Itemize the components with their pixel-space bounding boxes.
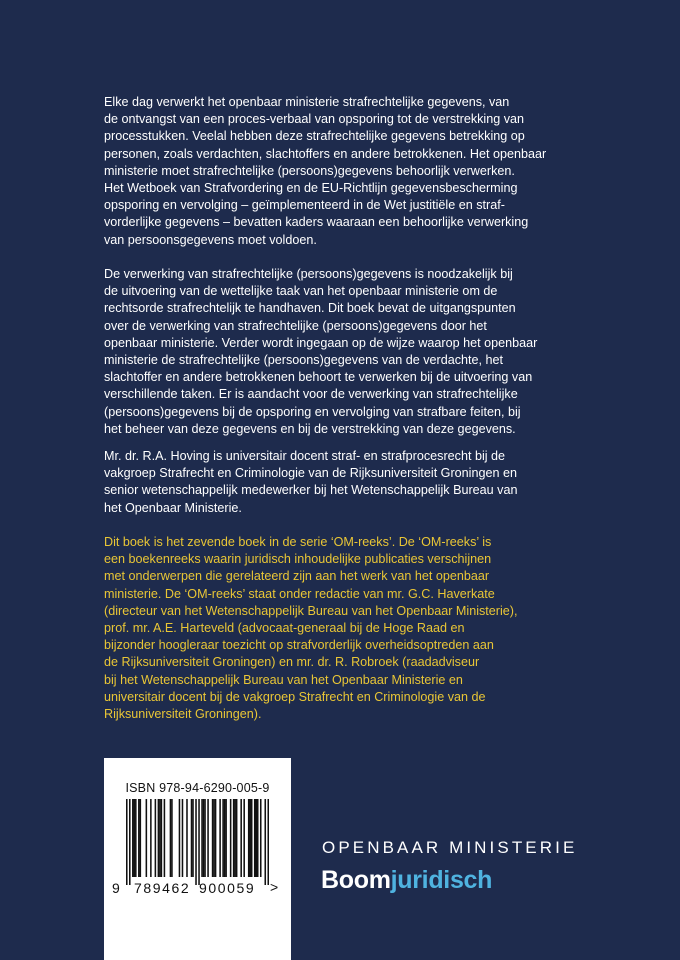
barcode-icon: [126, 799, 269, 885]
blurb-paragraph-2: [104, 266, 624, 438]
barcode-bar: [182, 799, 184, 877]
barcode-bar: [138, 799, 140, 877]
barcode-bar: [203, 799, 205, 877]
series-info-paragraph: [104, 534, 624, 723]
boom-juridisch-logo: [321, 866, 492, 895]
text-line: De verwerking van strafrechtelijke (persoons)gegevens is noodzakelijk bij: [104, 267, 513, 281]
barcode-bar: [129, 799, 131, 885]
text-line: openbaar ministerie. Verder wordt ingegaan op de wijze waarop het openbaar: [104, 335, 538, 350]
barcode-first-digit: 9: [112, 880, 120, 896]
text-line: verschillende taken. Er is aandacht voor de verwerking van strafrechtelijke: [104, 387, 518, 402]
text-line: bij het Wetenschappelijk Bureau van het Openbaar Ministerie en: [104, 672, 463, 687]
barcode-bar: [233, 799, 235, 877]
barcode-bar: [179, 799, 181, 877]
barcode-bar: [260, 799, 262, 877]
barcode-right-digits: 900059: [199, 880, 256, 896]
barcode-bar: [264, 799, 266, 885]
barcode-bar: [222, 799, 224, 877]
barcode-bar: [155, 799, 157, 877]
text-line: Dit boek is het zevende boek in de serie ‘OM-reeks’. De ‘OM-reeks’ is: [104, 535, 492, 549]
barcode-bar: [219, 799, 221, 877]
text-line: het Openbaar Ministerie.: [104, 500, 242, 515]
isbn-label: ISBN 978-94-6290-005-9: [125, 781, 270, 795]
barcode-bar: [251, 799, 253, 877]
barcode-bar: [243, 799, 245, 877]
barcode-bar: [201, 799, 203, 877]
barcode-bar: [159, 799, 161, 877]
barcode-bar: [254, 799, 256, 877]
text-line: (directeur van het Wetenschappelijk Bureau van het Openbaar Ministerie),: [104, 603, 518, 618]
barcode-bar: [215, 799, 217, 877]
text-line: ministerie. De ‘OM-reeks’ staat onder redactie van mr. G.C. Haverkate: [104, 586, 495, 601]
text-line: de Rijksuniversiteit Groningen) en mr. dr. R. Robroek (raadadviseur: [104, 655, 480, 670]
text-line: ministerie de strafrechtelijke (persoons)gegevens van de verdachte, het: [104, 352, 504, 367]
text-line: (persoons)gegevens bij de opsporing en vervolging van strafbare feiten, bij: [104, 404, 521, 419]
text-line: rechtsorde strafrechtelijk te handhaven. Dit boek bevat de uitgangspunten: [104, 301, 516, 316]
barcode-bar: [225, 799, 227, 877]
barcode-bar: [195, 799, 197, 885]
barcode-bar: [134, 799, 136, 877]
barcode-bar: [171, 799, 173, 877]
barcode-bar: [140, 799, 142, 877]
barcode-bar: [224, 799, 226, 877]
barcode-bar: [255, 799, 257, 877]
text-line: processtukken. Veelal hebben deze strafrechtelijke gegevens betrekking op: [104, 129, 525, 144]
text-line: met onderwerpen die gerelateerd zijn aan het werk van het openbaar: [104, 569, 490, 584]
barcode-bar: [240, 799, 242, 877]
barcode-bar: [248, 799, 250, 877]
barcode-bar: [146, 799, 148, 877]
barcode-left-digits: 789462: [134, 880, 191, 896]
juridisch-logo-text: juridisch: [390, 866, 493, 894]
text-line: senior wetenschappelijk medewerker bij het Wetenschappelijk Bureau van: [104, 483, 518, 498]
barcode-bar: [204, 799, 206, 877]
barcode-bar: [267, 799, 269, 885]
barcode-bar: [164, 799, 166, 877]
barcode-quiet-zone-mark: >: [270, 879, 279, 895]
blurb-paragraph-1: [104, 94, 624, 249]
author-bio-paragraph: [104, 448, 624, 517]
text-line: Het Wetboek van Strafvordering en de EU-Richtlijn gegevensbescherming: [104, 180, 518, 195]
barcode-bar: [198, 799, 200, 885]
text-line: vakgroep Strafrecht en Criminologie van de Rijksuniversiteit Groningen en: [104, 466, 518, 481]
text-line: het beheer van deze gegevens en bij de verstrekking van deze gegevens.: [104, 421, 516, 436]
text-line: vorderlijke gegevens – bevatten kaders waaraan een behoorlijke verwerking: [104, 215, 529, 230]
barcode-bar: [234, 799, 236, 877]
text-line: prof. mr. A.E. Harteveld (advocaat-generaal bij de Hoge Raad en: [104, 620, 465, 635]
barcode-bar: [186, 799, 188, 877]
barcode-bar: [230, 799, 232, 877]
barcode-bar: [257, 799, 259, 877]
barcode-bar: [236, 799, 238, 877]
barcode-bar: [161, 799, 163, 877]
barcode-bar: [212, 799, 214, 877]
boom-logo-text: Boom: [321, 866, 391, 894]
text-line: personen, zoals verdachten, slachtoffers en andere betrokkenen. Het openbaar: [104, 146, 547, 161]
barcode-bar: [207, 799, 209, 877]
text-line: een boekenreeks waarin juridisch inhoudelijke publicaties verschijnen: [104, 552, 492, 567]
text-line: ministerie moet strafrechtelijke (persoons)gegevens behoorlijk verwerken.: [104, 163, 515, 178]
text-line: de uitvoering van de wettelijke taak van het openbaar ministerie om de: [104, 284, 498, 299]
barcode-bar: [126, 799, 128, 885]
barcode-bar: [132, 799, 134, 877]
barcode-bar: [249, 799, 251, 877]
text-line: bijzonder hoogleraar toezicht op strafvorderlijk overheidsoptreden aan: [104, 638, 494, 653]
text-line: Mr. dr. R.A. Hoving is universitair docent straf- en strafprocesrecht bij de: [104, 449, 506, 463]
isbn-barcode-box: [104, 758, 291, 960]
barcode-bar: [191, 799, 193, 877]
barcode-bar: [158, 799, 160, 877]
barcode-bar: [192, 799, 194, 877]
text-line: slachtoffer en andere betrokkenen behoort te verwerken bij de uitvoering van: [104, 370, 533, 385]
text-line: opsporing en vervolging – geïmplementeerd in de Wet justitiële en straf-: [104, 198, 505, 213]
text-line: van persoonsgegevens moet voldoen.: [104, 232, 317, 247]
text-line: de ontvangst van een proces-verbaal van opsporing tot de verstrekking van: [104, 112, 525, 127]
text-line: universitair docent bij de vakgroep Strafrecht en Criminologie van de: [104, 689, 486, 704]
text-line: over de verwerking van strafrechtelijke (persoons)gegevens door het: [104, 318, 487, 333]
barcode-bar: [135, 799, 137, 877]
text-line: Rijksuniversiteit Groningen).: [104, 706, 262, 721]
barcode-bar: [170, 799, 172, 877]
openbaar-ministerie-logo: OPENBAAR MINISTERIE: [322, 838, 578, 857]
text-line: Elke dag verwerkt het openbaar ministerie strafrechtelijke gegevens, van: [104, 95, 510, 109]
barcode-bar: [150, 799, 152, 877]
barcode-bar: [213, 799, 215, 877]
